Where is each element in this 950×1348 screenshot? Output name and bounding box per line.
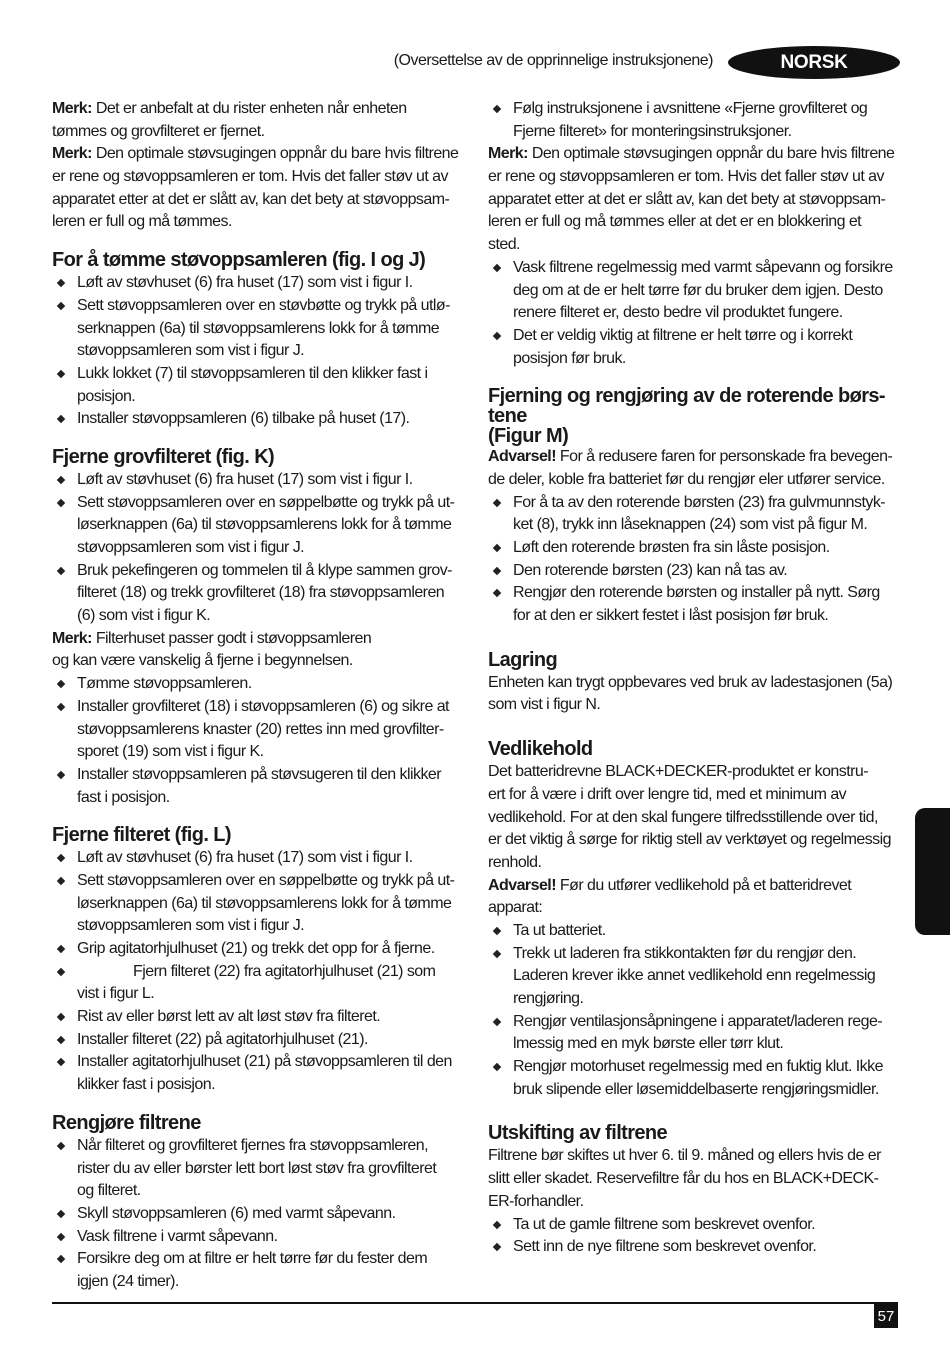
diamond-bullet-icon — [57, 1232, 65, 1240]
text-line — [513, 514, 908, 537]
diamond-bullet-icon — [57, 498, 65, 506]
text-line — [513, 1214, 908, 1237]
section-heading — [52, 1111, 472, 1135]
diamond-bullet-icon — [493, 332, 501, 340]
bullet-item — [488, 1236, 908, 1259]
text-line — [77, 1226, 472, 1249]
line-text: Installer agitatorhjulhuset (21) på støvoppsamleren til den — [77, 1053, 452, 1071]
line-text: igjen (24 timer). — [77, 1272, 179, 1290]
text-line — [52, 628, 472, 651]
line-text: renhold. — [488, 853, 542, 871]
paragraph — [488, 875, 908, 920]
translation-note: (Oversettelse av de opprinnelige instruksjonene) — [393, 52, 713, 69]
line-text: Sett støvoppsamleren over en søppelbøtte og trykk på ut- — [77, 493, 455, 511]
line-text: Ta ut batteriet. — [513, 921, 606, 939]
line-text: sporet (19) som vist i figur K. — [77, 743, 264, 761]
line-text: Bruk pekefingeren og tommelen til å klype sammen grov- — [77, 561, 452, 579]
line-text: støvoppsamlerens knaster (20) rettes inn med grovfilter- — [77, 720, 444, 738]
diamond-bullet-icon — [57, 771, 65, 779]
paragraph — [52, 98, 472, 143]
bullet-item — [52, 1006, 472, 1029]
line-text: For å redusere faren for personskade fra bevegen- — [555, 448, 893, 466]
bullet-item — [52, 272, 472, 295]
text-line — [77, 318, 472, 341]
heading-line: tene — [488, 405, 527, 428]
diamond-bullet-icon — [493, 544, 501, 552]
diamond-bullet-icon — [493, 1220, 501, 1228]
line-text: er rene og støvoppsamleren er tom. Hvis det faller støv ut av — [488, 168, 884, 186]
text-line — [77, 893, 472, 916]
line-text: Trekk ut laderen fra stikkontakten før du rengjør den. — [513, 944, 857, 962]
line-text: Filtrene bør skiftes ut hver 6. til 9. måned og ellers hvis de er — [488, 1147, 881, 1165]
line-text: Vask filtrene regelmessig med varmt såpevann og forsikre — [513, 258, 893, 276]
note-label: Advarsel! — [488, 876, 556, 894]
bullet-item — [488, 920, 908, 943]
page-number — [874, 1304, 898, 1328]
line-text: Lukk lokket (7) til støvoppsamleren til den klikker fast i — [77, 364, 428, 382]
line-text: Fjerne filteret» for monteringsinstruksjoner. — [513, 122, 792, 140]
text-line — [77, 764, 472, 787]
line-text: Installer støvoppsamleren på støvsugeren til den klikker — [77, 765, 442, 783]
note-label: Merk: — [488, 145, 528, 163]
line-text: som vist i figur N. — [488, 696, 601, 714]
text-line — [52, 121, 472, 144]
page-number-text: 57 — [877, 1307, 895, 1325]
section-heading — [52, 823, 472, 847]
text-line — [77, 1029, 472, 1052]
text-line — [488, 166, 908, 189]
bullet-item — [52, 560, 472, 628]
text-line — [488, 694, 908, 717]
line-text: slitt eller skadet. Reservefiltre får du hos en BLACK+DECK- — [488, 1170, 879, 1188]
line-text: for at den er sikkert festet i låst posisjon før bruk. — [513, 607, 829, 625]
text-line — [488, 761, 908, 784]
text-line — [77, 386, 472, 409]
line-text: Sett inn de nye filtrene som beskrevet ovenfor. — [513, 1238, 817, 1256]
text-line — [77, 719, 472, 742]
bullet-item — [52, 696, 472, 764]
text-line — [488, 1191, 908, 1214]
line-text: posisjon. — [77, 387, 136, 405]
bullet-item — [52, 363, 472, 408]
diamond-bullet-icon — [493, 1243, 501, 1251]
line-text: støvoppsamleren som vist i figur J. — [77, 917, 305, 935]
text-line — [77, 492, 472, 515]
line-text: ket (8), trykk inn låseknappen (24) som vist på figur M. — [513, 516, 868, 534]
heading-line: Vedlikehold — [488, 738, 593, 761]
text-line — [513, 1033, 908, 1056]
bullet-item — [52, 1135, 472, 1203]
text-line — [488, 446, 908, 469]
text-line — [513, 280, 908, 303]
diamond-bullet-icon — [57, 415, 65, 423]
line-text: Rengjør ventilasjonsåpningene i apparatet/laderen rege- — [513, 1012, 883, 1030]
bullet-item — [52, 1051, 472, 1096]
line-text: vedlikehold. For at den skal fungere tilfredsstillende over tid, — [488, 808, 878, 826]
text-line — [513, 121, 908, 144]
text-line — [488, 234, 908, 257]
diamond-bullet-icon — [57, 1058, 65, 1066]
text-line — [77, 469, 472, 492]
text-line — [77, 915, 472, 938]
diamond-bullet-icon — [57, 279, 65, 287]
text-line — [77, 340, 472, 363]
text-line — [513, 348, 908, 371]
diamond-bullet-icon — [57, 1013, 65, 1021]
text-line — [77, 741, 472, 764]
diamond-bullet-icon — [493, 949, 501, 957]
diamond-bullet-icon — [57, 1142, 65, 1150]
line-text: Skyll støvoppsamleren (6) med varmt såpevann. — [77, 1204, 396, 1222]
heading-line: Fjerning og rengjøring av de roterende børs- — [488, 385, 885, 408]
bullet-item — [488, 257, 908, 325]
language-label: NORSK — [780, 51, 848, 73]
bullet-item — [488, 325, 908, 370]
paragraph — [488, 143, 908, 256]
text-line — [488, 211, 908, 234]
text-line — [513, 582, 908, 605]
text-line — [52, 211, 472, 234]
note-label: Advarsel! — [488, 448, 556, 466]
line-text: Sett støvoppsamleren over en støvbøtte og trykk på utlø- — [77, 296, 450, 314]
diamond-bullet-icon — [493, 498, 501, 506]
language-badge — [728, 46, 900, 79]
diamond-bullet-icon — [493, 1063, 501, 1071]
line-text: Installer støvoppsamleren (6) tilbake på huset (17). — [77, 410, 410, 428]
heading-line: Rengjøre filtrene — [52, 1111, 201, 1134]
line-text: vist i figur L. — [77, 985, 155, 1003]
diamond-bullet-icon — [57, 1255, 65, 1263]
text-line — [488, 807, 908, 830]
text-line — [488, 189, 908, 212]
line-text: Rengjør den roterende børsten og installer på nytt. Sørg — [513, 584, 880, 602]
paragraph — [488, 446, 908, 491]
text-line — [52, 189, 472, 212]
diamond-bullet-icon — [493, 927, 501, 935]
line-text: og kan være vanskelig å fjerne i begynnelsen. — [52, 652, 353, 670]
line-text: klikker fast i posisjon. — [77, 1076, 215, 1094]
line-text: Ta ut de gamle filtrene som beskrevet ovenfor. — [513, 1215, 815, 1233]
bullet-item — [488, 582, 908, 627]
line-text: rengjøring. — [513, 990, 584, 1007]
line-text: Løft av støvhuset (6) fra huset (17) som vist i figur I. — [77, 274, 413, 292]
line-text: For å ta av den roterende børsten (23) fra gulvmunnstyk- — [513, 493, 886, 511]
text-line — [52, 166, 472, 189]
line-text: de deler, koble fra batteriet før du rengjør eler utfører service. — [488, 470, 885, 488]
bullet-item — [488, 1056, 908, 1101]
line-text: Sett støvoppsamleren over en søppelbøtte og trykk på ut- — [77, 871, 455, 889]
line-text: Den roterende børsten (23) kan nå tas av. — [513, 561, 788, 579]
text-line — [513, 537, 908, 560]
bullet-item — [488, 537, 908, 560]
line-text: renere filteret er, desto bedre vil produktet fungere. — [513, 304, 843, 322]
line-text: støvoppsamleren som vist i figur J. — [77, 342, 305, 360]
diamond-bullet-icon — [493, 589, 501, 597]
line-text: apparatet etter at det er slått av, kan det bety at støvoppsam- — [488, 190, 886, 208]
bullet-item — [52, 764, 472, 809]
text-line — [513, 302, 908, 325]
line-text: posisjon før bruk. — [513, 349, 626, 367]
line-text: Tømme støvoppsamleren. — [77, 675, 252, 693]
line-text: bruk slipende eller løsemiddelbaserte rengjøringsmidler. — [513, 1080, 879, 1098]
line-text: deg om at de er helt tørre før du bruker dem igjen. Desto — [513, 281, 883, 299]
heading-line: Fjerne filteret (fig. L) — [52, 824, 231, 847]
text-line — [488, 897, 908, 920]
text-line — [488, 875, 908, 898]
text-line — [488, 829, 908, 852]
line-text: sted. — [488, 236, 520, 254]
line-text: Følg instruksjonene i avsnittene «Fjerne grovfilteret og — [513, 100, 868, 117]
bullet-item — [488, 1011, 908, 1056]
diamond-bullet-icon — [493, 566, 501, 574]
paragraph — [488, 672, 908, 717]
note-label: Merk: — [52, 629, 92, 647]
text-line — [488, 672, 908, 695]
bullet-item — [52, 408, 472, 431]
paragraph — [488, 1145, 908, 1213]
line-text: Rengjør motorhuset regelmessig med en fuktig klut. Ikke — [513, 1058, 883, 1076]
text-line — [77, 295, 472, 318]
text-line — [488, 852, 908, 875]
text-line — [77, 272, 472, 295]
line-text: Når filteret og grovfilteret fjernes fra støvoppsamleren, — [77, 1136, 429, 1154]
line-text: (6) som vist i figur K. — [77, 607, 211, 625]
text-line — [77, 961, 472, 984]
bullet-item — [52, 492, 472, 560]
line-text: Den optimale støvsugingen oppnår du bare hvis filtrene — [91, 145, 459, 163]
line-text: leren er full og må tømmes. — [52, 213, 232, 231]
section-tab-marker — [915, 808, 950, 935]
text-line — [513, 98, 908, 121]
text-line — [77, 605, 472, 628]
heading-line: Fjerne grovfilteret (fig. K) — [52, 445, 275, 468]
line-text: Vask filtrene i varmt såpevann. — [77, 1227, 278, 1245]
diamond-bullet-icon — [57, 566, 65, 574]
diamond-bullet-icon — [493, 105, 501, 113]
bullet-item — [488, 98, 908, 143]
line-text: Det er anbefalt at du rister enheten når enheten — [91, 100, 407, 117]
diamond-bullet-icon — [493, 264, 501, 272]
heading-line: Lagring — [488, 648, 558, 671]
text-line — [77, 696, 472, 719]
text-line — [77, 560, 472, 583]
section-heading — [488, 648, 908, 672]
text-line — [513, 1011, 908, 1034]
diamond-bullet-icon — [57, 370, 65, 378]
bullet-item — [52, 295, 472, 363]
line-text: tømmes og grovfilteret er fjernet. — [52, 122, 265, 140]
line-text: Løft av støvhuset (6) fra huset (17) som vist i figur I. — [77, 470, 413, 488]
line-text: er det viktig å sørge for riktig stell av verktøyet og regelmessig — [488, 831, 891, 849]
bullet-item — [52, 847, 472, 870]
text-line — [77, 1180, 472, 1203]
diamond-bullet-icon — [57, 945, 65, 953]
diamond-bullet-icon — [57, 854, 65, 862]
heading-line: (Figur M) — [488, 425, 569, 448]
bullet-item — [52, 1226, 472, 1249]
line-text: løserknappen (6a) til støvoppsamlerens lokk for å tømme — [77, 894, 452, 912]
bullet-item — [52, 1248, 472, 1293]
line-text: Fjern filteret (22) fra agitatorhjulhuset (21) som — [133, 962, 436, 980]
line-text: leren er full og må tømmes eller at det er en blokkering et — [488, 213, 862, 231]
text-line — [77, 1271, 472, 1294]
text-line — [513, 257, 908, 280]
text-line — [77, 1135, 472, 1158]
line-text: Det er veldig viktig at filtrene er helt tørre og i korrekt — [513, 326, 853, 344]
line-text: Det batteridrevne BLACK+DECKER-produktet er konstru- — [488, 763, 869, 781]
diamond-bullet-icon — [57, 302, 65, 310]
bullet-item — [488, 943, 908, 1011]
text-line — [513, 1056, 908, 1079]
text-line — [513, 605, 908, 628]
line-text: apparatet etter at det er slått av, kan det bety at støvoppsam- — [52, 190, 450, 208]
line-text: Grip agitatorhjulhuset (21) og trekk det opp for å fjerne. — [77, 940, 435, 957]
line-text: rister du av eller børster lett bort løst støv fra grovfilteret — [77, 1159, 437, 1177]
line-text: apparat: — [488, 899, 543, 917]
line-text: Den optimale støvsugingen oppnår du bare hvis filtrene — [527, 145, 895, 163]
bullet-item — [52, 961, 472, 1006]
diamond-bullet-icon — [57, 967, 65, 975]
note-label: Merk: — [52, 145, 92, 163]
text-line — [513, 988, 908, 1011]
text-line — [77, 582, 472, 605]
diamond-bullet-icon — [57, 476, 65, 484]
line-text: støvoppsamleren som vist i figur J. — [77, 539, 305, 556]
line-text: Før du utfører vedlikehold på et batteridrevet — [555, 876, 852, 894]
text-line — [77, 1203, 472, 1226]
text-line — [513, 560, 908, 583]
line-text: Installer grovfilteret (18) i støvoppsamleren (6) og sikre at — [77, 697, 449, 715]
right-column — [488, 98, 908, 1259]
line-text: Filterhuset passer godt i støvoppsamleren — [91, 629, 372, 647]
line-text: Forsikre deg om at filtre er helt tørre før du fester dem — [77, 1250, 428, 1268]
bullet-item — [52, 1029, 472, 1052]
line-text: ER-forhandler. — [488, 1192, 584, 1210]
text-line — [77, 1158, 472, 1181]
bullet-item — [52, 1203, 472, 1226]
section-heading — [52, 248, 472, 272]
text-line — [77, 363, 472, 386]
bullet-item — [488, 560, 908, 583]
section-heading — [52, 445, 472, 469]
bullet-item — [488, 492, 908, 537]
diamond-bullet-icon — [57, 1036, 65, 1044]
text-line — [52, 98, 472, 121]
line-text: Løft av støvhuset (6) fra huset (17) som vist i figur I. — [77, 849, 413, 867]
section-heading — [488, 737, 908, 761]
line-text: fast i posisjon. — [77, 788, 170, 806]
heading-line: For å tømme støvoppsamleren (fig. I og J) — [52, 249, 426, 272]
text-line — [77, 1074, 472, 1097]
text-line — [513, 943, 908, 966]
text-line — [52, 143, 472, 166]
paragraph — [52, 143, 472, 234]
heading-line: Utskifting av filtrene — [488, 1122, 668, 1145]
text-line — [77, 408, 472, 431]
bullet-item — [52, 870, 472, 938]
line-text: og filteret. — [77, 1182, 141, 1200]
text-line — [513, 920, 908, 943]
text-line — [77, 983, 472, 1006]
text-line — [488, 143, 908, 166]
paragraph — [52, 628, 472, 673]
bullet-item — [488, 1214, 908, 1237]
text-line — [77, 1051, 472, 1074]
footer-rule — [52, 1302, 898, 1304]
diamond-bullet-icon — [57, 877, 65, 885]
text-line — [77, 1006, 472, 1029]
line-text: Laderen krever ikke annet vedlikehold enn regelmessig — [513, 967, 876, 985]
bullet-item — [52, 469, 472, 492]
bullet-item — [52, 938, 472, 961]
text-line — [77, 870, 472, 893]
diamond-bullet-icon — [493, 1017, 501, 1025]
text-line — [77, 938, 472, 961]
text-line — [488, 469, 908, 492]
line-text: er rene og støvoppsamleren er tom. Hvis det faller støv ut av — [52, 168, 448, 186]
diamond-bullet-icon — [57, 680, 65, 688]
text-line — [513, 492, 908, 515]
text-line — [77, 847, 472, 870]
line-text: Enheten kan trygt oppbevares ved bruk av ladestasjonen (5a) — [488, 673, 893, 691]
line-text: Løft den roterende brøsten fra sin låste posisjon. — [513, 539, 830, 556]
text-line — [513, 1236, 908, 1259]
bullet-item — [52, 673, 472, 696]
line-text: lmessig med en myk børste eller tørr klut. — [513, 1035, 784, 1053]
line-text: Installer filteret (22) på agitatorhjulhuset (21). — [77, 1030, 368, 1048]
paragraph — [488, 761, 908, 874]
text-line — [513, 325, 908, 348]
text-line — [488, 1168, 908, 1191]
left-column — [52, 98, 472, 1294]
line-text: filteret (18) og trekk grovfilteret (18) fra støvoppsamleren — [77, 584, 445, 602]
text-line — [488, 1145, 908, 1168]
diamond-bullet-icon — [57, 703, 65, 711]
diamond-bullet-icon — [57, 1210, 65, 1218]
text-line — [52, 650, 472, 673]
text-line — [513, 1079, 908, 1102]
section-heading — [488, 386, 908, 446]
text-line — [77, 1248, 472, 1271]
text-line — [77, 537, 472, 560]
text-line — [77, 787, 472, 810]
text-line — [77, 514, 472, 537]
line-text: ert for å være i drift over lengre tid, med et minimum av — [488, 785, 847, 803]
text-line — [488, 784, 908, 807]
line-text: løserknappen (6a) til støvoppsamlerens lokk for å tømme — [77, 516, 452, 534]
section-heading — [488, 1121, 908, 1145]
text-line — [513, 965, 908, 988]
text-line — [77, 673, 472, 696]
note-label: Merk: — [52, 100, 92, 117]
line-text: Rist av eller børst lett av alt løst støv fra filteret. — [77, 1008, 381, 1026]
line-text: serknappen (6a) til støvoppsamlerens lokk for å tømme — [77, 319, 440, 337]
